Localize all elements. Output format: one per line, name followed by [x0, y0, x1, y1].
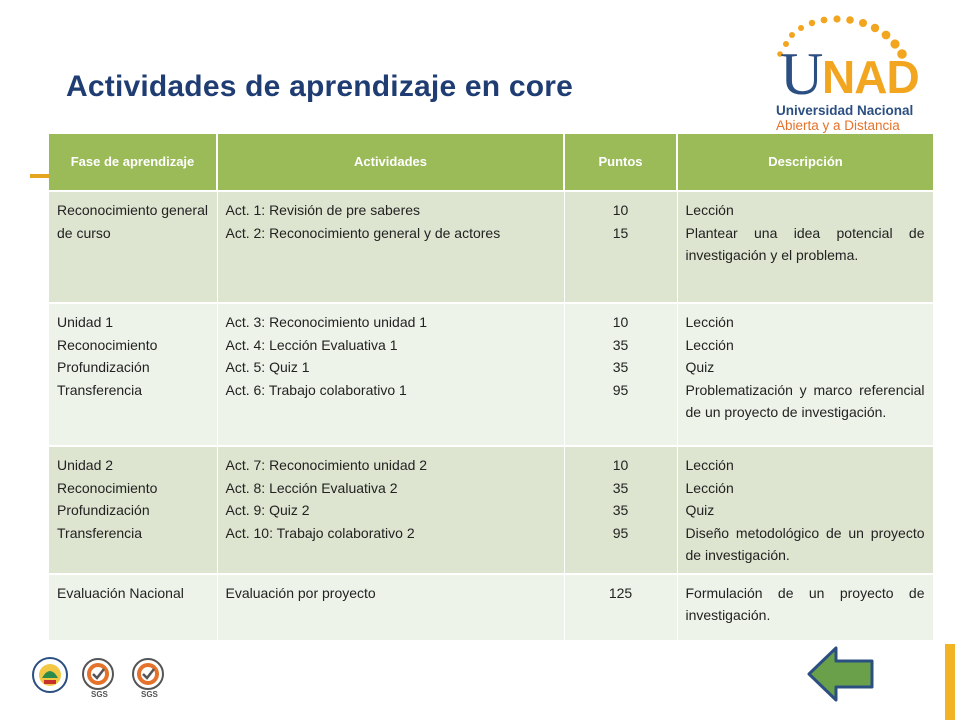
- back-button[interactable]: [806, 644, 876, 704]
- table-row: [49, 303, 933, 446]
- description-item: Formulación de un proyecto de investigación.: [685, 584, 925, 623]
- iso-seal-icon: [83, 659, 113, 699]
- activity-item: Act. 9: Quiz 2: [225, 502, 310, 518]
- activity-item: Act. 6: Trabajo colaborativo 1: [225, 381, 407, 398]
- certification-seals-icon: [30, 654, 170, 700]
- description-item: Lección: [685, 336, 734, 353]
- table-row: [49, 574, 933, 640]
- phase-text: Reconocimiento: [57, 336, 158, 353]
- iso-seal-icon-2: [133, 659, 163, 699]
- description-item: Lección: [685, 314, 734, 330]
- cell-description: [677, 574, 933, 640]
- activity-item: Act. 1: Revisión de pre saberes: [225, 202, 421, 218]
- table-row: [49, 191, 933, 303]
- phase-text: Profundización: [57, 359, 150, 375]
- activity-item: Act. 10: Trabajo colaborativo 2: [225, 524, 415, 541]
- cell-description: [677, 446, 933, 574]
- activity-item: Act. 5: Quiz 1: [225, 359, 310, 375]
- description-item: Lección: [685, 457, 734, 473]
- points-value: 15: [612, 224, 629, 241]
- phase-text: Transferencia: [57, 524, 143, 541]
- points-value: 125: [608, 584, 633, 601]
- cell-activities: [217, 191, 564, 303]
- points-value: 35: [612, 502, 629, 518]
- phase-text: Profundización: [57, 502, 150, 518]
- phase-text: Reconocimiento: [57, 479, 158, 496]
- phase-text: Evaluación Nacional: [57, 584, 184, 601]
- points-value: 10: [612, 457, 629, 473]
- phase-text: Reconocimiento general de curso: [57, 202, 208, 241]
- unad-logo: [770, 14, 930, 139]
- logo-university-name: Universidad Nacional: [776, 103, 914, 118]
- description-item: Diseño metodológico de un proyecto de investigación.: [685, 524, 925, 563]
- description-item: Lección: [685, 479, 734, 496]
- cell-phase: [49, 191, 217, 303]
- description-item: Plantear una idea potencial de investigación y el problema.: [685, 224, 925, 263]
- cell-activities: [217, 574, 564, 640]
- colombia-seal-icon: [33, 658, 67, 692]
- activity-item: Evaluación por proyecto: [225, 584, 376, 601]
- logo-letter-u: U: [780, 41, 824, 107]
- points-value: 35: [612, 479, 629, 496]
- table-row: [49, 446, 933, 574]
- cell-phase: [49, 446, 217, 574]
- activity-item: Act. 4: Lección Evaluativa 1: [225, 336, 398, 353]
- header-activities: Actividades: [217, 134, 564, 191]
- description-item: Quiz: [685, 359, 715, 375]
- table-header-row: [49, 134, 933, 191]
- points-value: 95: [612, 381, 629, 398]
- phase-text: Unidad 2: [57, 457, 114, 473]
- points-value: 35: [612, 336, 629, 353]
- phase-text: Unidad 1: [57, 314, 114, 330]
- description-item: Problematización y marco referencial de un proyecto de investigación.: [685, 381, 925, 420]
- arrow-left-icon: [806, 644, 876, 704]
- activity-item: Act. 2: Reconocimiento general y de actores: [225, 224, 501, 241]
- certification-logos: [30, 654, 170, 700]
- activity-item: Act. 8: Lección Evaluativa 2: [225, 479, 398, 496]
- header-description: Descripción: [677, 134, 933, 191]
- activity-item: Act. 3: Reconocimiento unidad 1: [225, 314, 428, 330]
- slide-title: Actividades de aprendizaje en core: [66, 70, 573, 103]
- points-value: 10: [612, 202, 629, 218]
- description-item: Quiz: [685, 502, 715, 518]
- phase-text: Transferencia: [57, 381, 143, 398]
- activities-table: [49, 134, 934, 640]
- logo-university-subtitle: Abierta y a Distancia: [776, 118, 900, 133]
- header-phase: Fase de aprendizaje: [49, 134, 217, 191]
- accent-bar-right: [945, 644, 955, 720]
- activity-item: Act. 7: Reconocimiento unidad 2: [225, 457, 428, 473]
- cell-description: [677, 191, 933, 303]
- cell-phase: [49, 574, 217, 640]
- cell-points: [564, 574, 677, 640]
- points-value: 35: [612, 359, 629, 375]
- description-item: Lección: [685, 202, 734, 218]
- cell-phase: [49, 303, 217, 446]
- cell-description: [677, 303, 933, 446]
- svg-text:SGS: SGS: [91, 690, 108, 699]
- logo-letters-nad: NAD: [822, 51, 919, 103]
- points-value: 10: [612, 314, 629, 330]
- cell-activities: [217, 303, 564, 446]
- cell-activities: [217, 446, 564, 574]
- cell-points: [564, 303, 677, 446]
- cell-points: [564, 191, 677, 303]
- svg-text:SGS: SGS: [141, 690, 158, 699]
- cell-points: [564, 446, 677, 574]
- header-points: Puntos: [564, 134, 677, 191]
- points-value: 95: [612, 524, 629, 541]
